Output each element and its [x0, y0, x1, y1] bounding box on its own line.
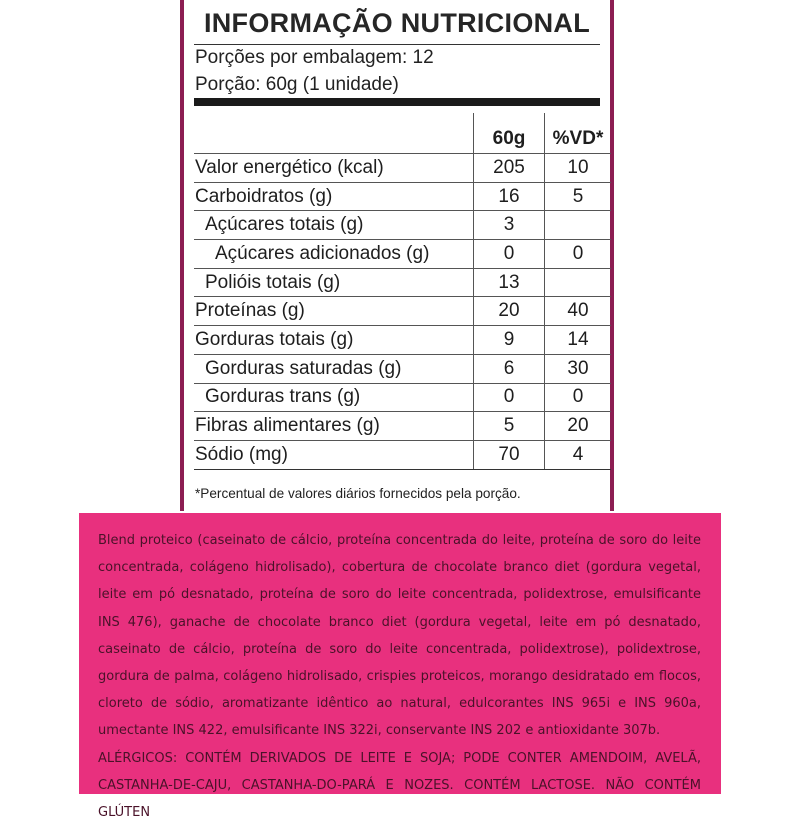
thick-divider	[194, 98, 600, 106]
nutrient-amount: 5	[474, 412, 545, 441]
nutrition-title: INFORMAÇÃO NUTRICIONAL	[203, 8, 591, 38]
header-name	[194, 113, 474, 154]
nutrient-name: Fibras alimentares (g)	[194, 412, 474, 441]
nutrient-dv: 4	[545, 440, 612, 469]
nutrient-dv: 40	[545, 297, 612, 326]
nutrient-dv: 30	[545, 354, 612, 383]
nutrient-dv: 10	[545, 154, 612, 183]
table-row	[194, 326, 611, 355]
nutrition-table	[194, 113, 611, 470]
ingredients-panel	[79, 513, 721, 821]
nutrient-name: Valor energético (kcal)	[194, 154, 474, 183]
allergen-statement: ALÉRGICOS: CONTÉM DERIVADOS DE LEITE E SOJA; PODE CONTER AMENDOIM, AVELÃ, CASTANHA-DE-CAJU, CASTANHA-DO-PARÁ E NOZES. CONTÉM LACTOSE. NÃO CONTÉM GLÚTEN	[98, 750, 701, 821]
nutrient-dv: 14	[545, 326, 612, 355]
nutrient-dv: 5	[545, 182, 612, 211]
nutrient-name: Gorduras trans (g)	[194, 383, 474, 412]
nutrient-amount: 20	[474, 297, 545, 326]
serving-size: Porção: 60g (1 unidade)	[195, 74, 399, 95]
nutrient-dv: 20	[545, 412, 612, 441]
table-row	[194, 182, 611, 211]
header-daily-value: %VD*	[545, 113, 612, 154]
ingredients-text: Blend proteico (caseinato de cálcio, proteína concentrada do leite, proteína de soro do leite concentrada, colágeno hidrolisado), cobertura de chocolate branco diet (gordura vegetal, leite em pó desnatado, proteína de soro do leite concentrada, polidextrose, emulsificante INS 476), ganache de chocolate branco diet (gordura vegetal, leite em pó desnatado, caseinato de cálcio, proteína de soro do leite concentrada, polidextrose), polidextrose, gordura de palma, colágeno hidrolisado, crispies proteicos, morango desidratado em flocos, cloreto de sódio, aromatizante idêntico ao natural, edulcorantes INS 965i e INS 960a, umectante INS 422, emulsificante INS 322i, conservante INS 202 e antioxidante 307b.	[98, 533, 701, 739]
nutrient-amount: 0	[474, 240, 545, 269]
table-row	[194, 383, 611, 412]
nutrition-facts-panel	[180, 0, 614, 511]
nutrient-amount: 0	[474, 383, 545, 412]
nutrient-name: Gorduras totais (g)	[194, 326, 474, 355]
nutrient-dv	[545, 211, 612, 240]
nutrient-dv	[545, 268, 612, 297]
nutrient-amount: 9	[474, 326, 545, 355]
table-row	[194, 412, 611, 441]
nutrient-amount: 205	[474, 154, 545, 183]
nutrient-name: Açúcares adicionados (g)	[194, 240, 474, 269]
nutrient-name: Açúcares totais (g)	[194, 211, 474, 240]
nutrient-dv: 0	[545, 383, 612, 412]
daily-value-footnote: *Percentual de valores diários fornecidos pela porção.	[195, 486, 521, 501]
header-amount: 60g	[474, 113, 545, 154]
nutrient-amount: 3	[474, 211, 545, 240]
table-row	[194, 440, 611, 469]
nutrient-dv: 0	[545, 240, 612, 269]
nutrient-name: Sódio (mg)	[194, 440, 474, 469]
nutrient-amount: 13	[474, 268, 545, 297]
nutrient-name: Gorduras saturadas (g)	[194, 354, 474, 383]
table-row	[194, 154, 611, 183]
servings-per-package: Porções por embalagem: 12	[195, 47, 434, 68]
table-row	[194, 268, 611, 297]
nutrient-amount: 6	[474, 354, 545, 383]
nutrition-table-header	[194, 113, 611, 154]
nutrient-name: Polióis totais (g)	[194, 268, 474, 297]
table-row	[194, 240, 611, 269]
table-row	[194, 211, 611, 240]
nutrient-amount: 70	[474, 440, 545, 469]
nutrient-name: Carboidratos (g)	[194, 182, 474, 211]
nutrient-amount: 16	[474, 182, 545, 211]
table-row	[194, 354, 611, 383]
title-divider	[194, 44, 600, 45]
table-row	[194, 297, 611, 326]
nutrient-name: Proteínas (g)	[194, 297, 474, 326]
